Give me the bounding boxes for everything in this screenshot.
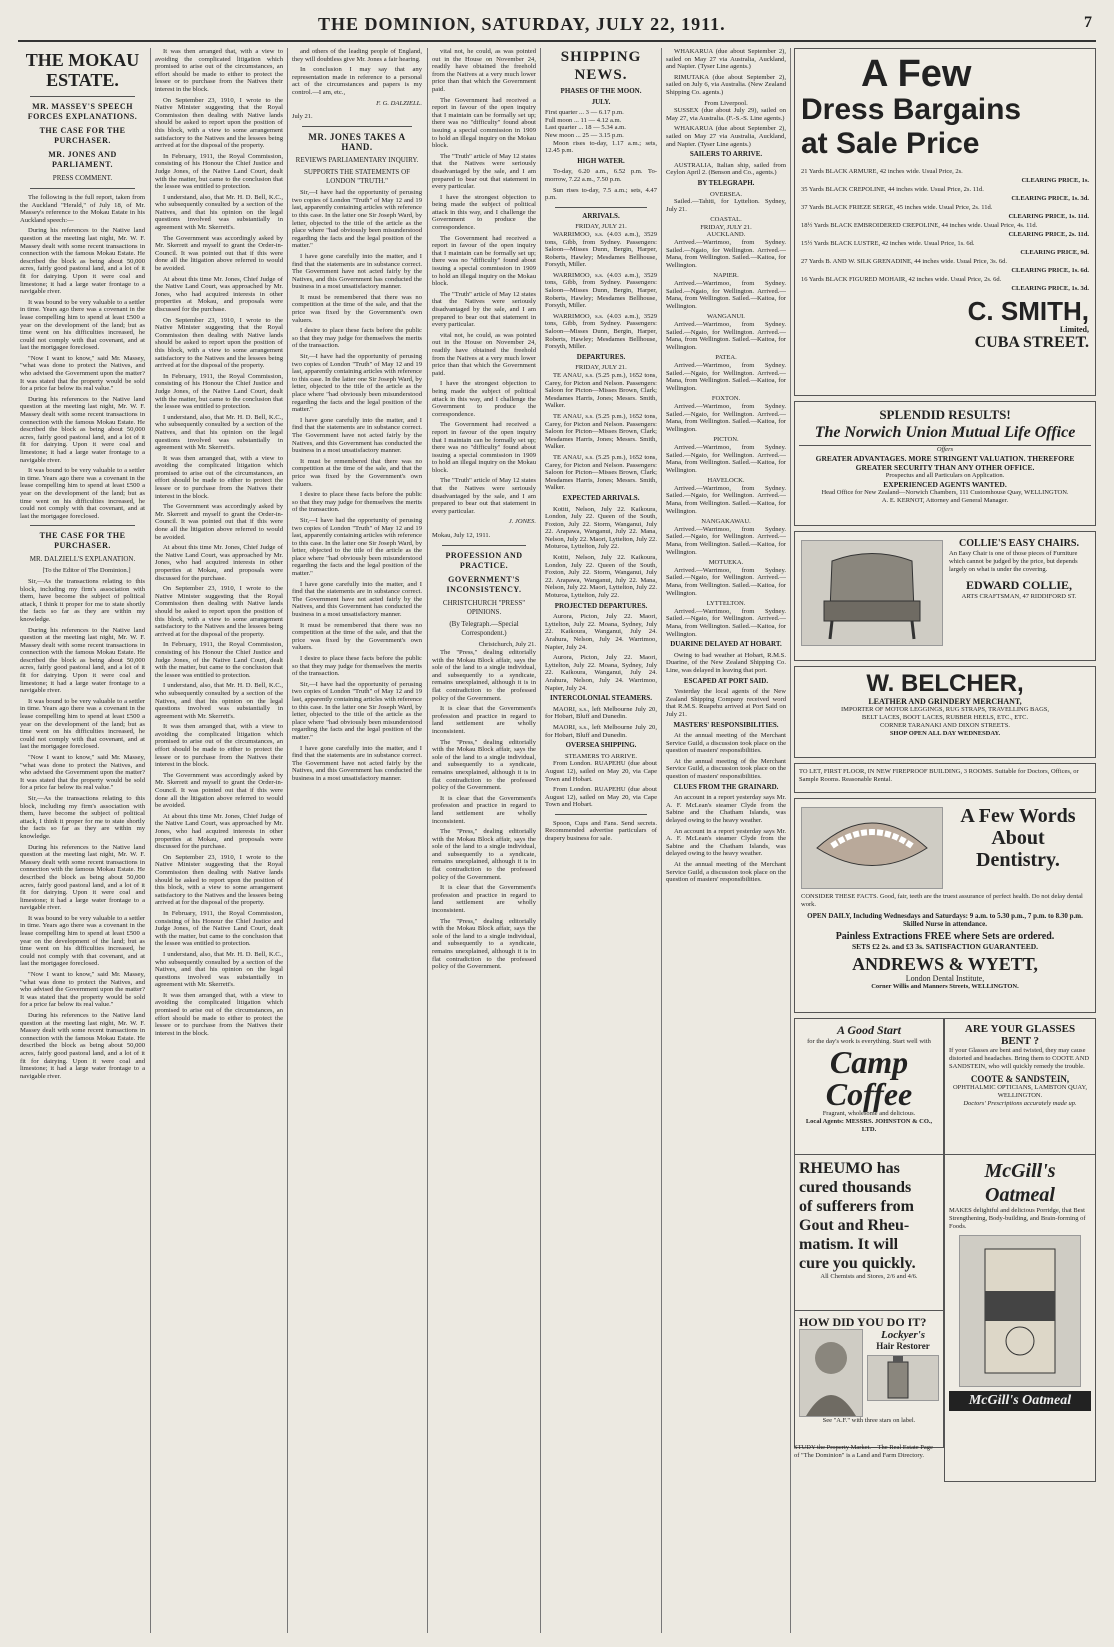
paragraph: The "Press," dealing editorially with the Mokau Block affair, says the sole of the land to a single individual, and subsequently to a syndicate, remains unexplained, although it is in flat contradiction to the professed policy of the Government. (432, 917, 536, 971)
ad-coffee-heading: A Good Start (836, 1023, 902, 1037)
ad-norwich-title: The Norwich Union Mutual Life Office (799, 424, 1091, 446)
paragraph: I understand, also, that Mr. H. D. Bell, K.C., who subsequently consulted by a section of the Natives, and that his opinion on the legal questions involved was substantially in agreement with Mr. Skerrett's. (155, 682, 283, 720)
ad-belcher (794, 666, 1096, 758)
ad-coffee-text: for the day's work is everything. Start well with (807, 1038, 931, 1045)
paragraph: At the annual meeting of the Merchant Service Guild, a discussion took place on the question of masters' responsibilities. (666, 861, 786, 884)
tide-times: To-day, 6.20 a.m., 6.52 p.m. To-morrow, 7.22 a.m., 7.50 p.m. (545, 168, 657, 183)
ad-mcgills-oatmeal (944, 1154, 1096, 1482)
ad-belcher-line: CORNER TARANAKI AND DIXON STREETS. (880, 722, 1010, 729)
paragraph: Arrived.—Warrimoo, from Sydney. Sailed.—Ngaio, for Wellington. Arrived.—Mana, from Wellington. Sailed.—Kaitoa, for Wellington. (666, 402, 786, 433)
divider (30, 188, 135, 189)
ad-coffee-agents: Local Agents: MESSRS. JOHNSTON & CO., LTD. (805, 1118, 933, 1133)
divider (555, 207, 647, 208)
paragraph: I understand, also, that Mr. H. D. Bell, K.C., who subsequently consulted by a section of the Natives, and that his opinion on the legal questions involved was substantially in agreement with Mr. Skerrett's. (155, 950, 283, 989)
divider (555, 814, 647, 815)
subhead: PRESS COMMENT. (52, 174, 113, 182)
bargain-row (801, 275, 1089, 293)
paragraph: Sir,—As the transactions relating to this block, including my firm's association with them, have become the subject of political attack, I think it proper for me to state shortly the facts so far as they are within my knowledge. (20, 577, 145, 623)
section-head: MASTERS' RESPONSIBILITIES. (673, 720, 779, 729)
ad-glasses (944, 1018, 1096, 1158)
ad-offers: Offers (936, 446, 954, 453)
ad-brand-limited: Limited, (1059, 325, 1089, 334)
oatmeal-packet-illustration (959, 1235, 1081, 1387)
paragraph: The Government had received a report in favour of the open inquiry that I maintain can be formally set up; there was no "difficulty" found about issuing a special commission in 1909 to hold an illegal inquiry on the Mokau block. (432, 421, 536, 474)
paragraph: Arrived.—Warrimoo, from Sydney. Sailed.—Ngaio, for Wellington. Arrived.—Mana, from Wellington. Sailed.—Kaitoa, for Wellington. (666, 607, 786, 638)
port-name: PATEA. (715, 354, 737, 362)
bargain-desc: 27 Yards B. AND W. SILK GRENADINE, 44 inches wide. Usual Price, 3s. 6d. (801, 258, 1008, 265)
denture-icon (802, 808, 942, 888)
paragraph: It was bound to be very valuable to a settler in time. Years ago there was a covenant in the lease compelling him to spend at least £500 a year on the development of the land; but as time went on his difficulties increased, he could not comply with that covenant, and at last the mortgagee foreclosed. (20, 914, 145, 968)
ad-dress-headline-1: A Few (861, 53, 972, 95)
paragraph: Sir,—I have had the opportunity of perusing two copies of London "Truth" of May 12 and 19 last, apparently containing articles with reference to this case. In the latter one Sir Joseph Ward, by letter, objected to the title of the article as the place where "had obviously been misunderstood regarding the facts and the legal position of the matter." (292, 353, 422, 414)
divider (302, 126, 412, 127)
ad-oatmeal-title: McGill's Oatmeal (984, 1160, 1056, 1206)
paragraph: vital not, he could, as was pointed out in the House on November 24, readily have obtained the freehold from the Natives at a very much lower price than that which the Government paid. (432, 331, 536, 377)
chair-illustration (801, 540, 943, 646)
ad-dentistry-brand: ANDREWS & WYETT, (852, 954, 1038, 974)
subhead: MR. MASSEY'S SPEECH FORCES EXPLANATIONS. (27, 102, 138, 121)
paragraph: Sir,—I have had the opportunity of perusing two copies of London "Truth" of May 12 and 19 last, apparently containing articles with reference to this case. In the latter one Sir Joseph Ward, by letter, objected to the title of the article as the place where "had obviously been misunderstood regarding the facts and the legal position of the matter." (292, 189, 422, 250)
ad-belcher-line: LEATHER AND GRINDERY MERCHANT, (868, 697, 1022, 706)
paragraph: Arrived.—Warrimoo, from Sydney. Sailed.—Ngaio, for Wellington. Arrived.—Mana, from Wellington. Sailed.—Kaitoa, for Wellington. (666, 525, 786, 556)
ad-collie-text: An Easy Chair is one of those pieces of Furniture which cannot be judged by the price, but depends largely on what is under the covering. (949, 550, 1078, 573)
ad-rheumo-stockists: All Chemists and Stores, 2/6 and 4/6. (820, 1273, 918, 1280)
ad-coffee-brand-1: Camp (829, 1044, 909, 1080)
ads-bottom-area (794, 1018, 1096, 1483)
ad-oatmeal-text: MAKES delightful and delicious Porridge, that Best Strengthening, Body-building, and Brain-forming of Foods. (949, 1207, 1086, 1230)
bargain-row (801, 203, 1089, 221)
small-ad: Spoon, Cups and Fans. Send secrets. Recommended advertise particulars of drapery business for sale. (545, 819, 657, 843)
ad-collie-brand: EDWARD COLLIE, (965, 578, 1073, 592)
subhead: THE CASE FOR THE PURCHASER. (39, 531, 126, 551)
ad-belcher-line: SHOP OPEN ALL DAY WEDNESDAY. (889, 730, 1001, 737)
paragraph: Kotiti, Nelson, July 22. Kaikoura, London, July 22. Queen of the South, Foxton, July 22. Storm, Wanganui, July 22. Arapawa, Wanganui, July 22. Mana, Nelson, July 22. Maori, Lyttelton, July 22. Moturoa, Lyttelton, July 22. (545, 505, 657, 551)
ad-rheumo-line: Gout and Rheu- (799, 1217, 910, 1234)
page-number: 7 (1084, 14, 1092, 31)
moon-row: New moon ... 25 — 3.15 p.m. (545, 131, 624, 139)
paragraph: I understand, also, that Mr. H. D. Bell, K.C., who subsequently consulted by a section of the Natives, and that his opinion on the legal questions involved was substantially in agreement with Mr. Skerrett's. (155, 193, 283, 232)
denture-illustration (801, 807, 943, 889)
port-name: HAVELOCK. (707, 477, 745, 485)
column-6 (666, 48, 786, 1635)
paragraph: During his references to the Native land question at the meeting last night, Mr. W. F. Massey dealt with some recent transactions in connection with the famous Mokau Estate. He described the block as being about 50,000 acres, fairly good pastoral land, and a lot of it fit for dairying. Upon it were coal and limestone; it had a large water frontage to a navigable river. (20, 227, 145, 296)
paragraph: At the annual meeting of the Merchant Service Guild, a discussion took place on the question of masters' responsibilities. (666, 732, 786, 755)
paragraph: It was then arranged that, with a view to avoiding the complicated litigation which promised to arise out of the circumstances, an effort should be made to either to protect the lessee or to purchase from the Natives their interest in the block. (155, 454, 283, 500)
bargain-row (801, 239, 1089, 257)
ad-rheumo-line: matism. It will (799, 1236, 899, 1253)
paragraph: Arrived.—Warrimoo, from Sydney. Sailed.—Ngaio, for Wellington. Arrived.—Mana, from Wellington. Sailed.—Kaitoa, for Wellington. (666, 443, 786, 474)
port-name: MOTUEKA. (708, 559, 744, 567)
bargain-row (801, 257, 1089, 275)
paragraph: The Government was accordingly asked by Mr. Skerrett and myself to grant the Order-in-Council. It was pointed out that if this were done all the litigation above referred to would be avoided. (155, 771, 283, 810)
ad-oatmeal-brand: McGill's Oatmeal (949, 1391, 1091, 1411)
paragraph: Arrived.—Warrimoo, from Sydney. Sailed.—Ngaio, for Wellington. Arrived.—Mana, from Wellington. Sailed.—Kaitoa, for Wellington. (666, 321, 786, 351)
paragraph: From London. RUAPEHU (due about August 12), sailed on May 20, via Cape Town and Hobart. (545, 760, 657, 783)
masthead (18, 14, 1096, 42)
paragraph: I desire to place these facts before the public so that they may judge for themselves the merits of the transaction. (292, 491, 422, 514)
ad-rheumo-line: cure you quickly. (799, 1255, 916, 1272)
ad-dentistry-title-2: About Dentistry. (976, 827, 1060, 871)
ad-belcher-line: IMPORTER OF MOTOR LEGGINGS, RUG STRAPS, TRAVELLING BAGS, (841, 706, 1049, 713)
paragraph: From London. RUAPEHU (due about August 12), sailed on May 20, via Cape Town and Hobart. (545, 786, 657, 809)
section-head: JULY. (591, 97, 611, 106)
paragraph: Arrived.—Warrimoo, from Sydney. Sailed.—Ngaio, for Wellington. Arrived.—Mana, from Wellington. Sailed.—Kaitoa, for Wellington. (666, 484, 786, 515)
paragraph: Owing to bad weather at Hobart, R.M.S. Duarine, of the New Zealand Shipping Co. Line, was delayed in leaving that port. (666, 651, 786, 674)
column-2 (155, 48, 283, 1635)
subhead: PROFESSION AND PRACTICE. (445, 551, 523, 571)
column-4 (432, 48, 536, 1635)
section-head: OVERSEA SHIPPING. (565, 741, 637, 750)
ad-dentistry-painless: Painless Extractions FREE where Sets are ordered. (835, 931, 1055, 942)
ad-collie-address: ARTS CRAFTSMAN, 47 RIDDIFORD ST. (961, 593, 1077, 600)
moon-row: First quarter ... 3 — 6.17 p.m. (545, 109, 624, 117)
bargain-row (801, 167, 1089, 185)
paragraph: I desire to place these facts before the public so that they may judge for themselves the merits of the transaction. (292, 327, 422, 350)
ad-to-let: TO LET, FIRST FLOOR, IN NEW FIREPROOF BUILDING, 3 ROOMS. Suitable for Doctors, Offices, or Sample Rooms. Reasonable Rental. (794, 763, 1096, 793)
section-head: HIGH WATER. (577, 156, 625, 165)
paragraph: WARRIMOO, s.s. (4.03 a.m.), 3529 tons, Gibb, from Sydney. Passengers: Saloon—Misses Dunn, Bergin, Harper, Roberts, Hawley; Mesdames Bellhouse, Forsyth, Miller. (545, 230, 657, 269)
ad-rheumo-line: of sufferers from (799, 1198, 914, 1215)
paragraph: WARRIMOO, s.s. (4.03 a.m.), 3529 tons, Gibb, from Sydney. Passengers: Saloon—Misses Dunn, Bergin, Harper, Roberts, Hawley; Mesdames Bellhouse, Forsyth, Miller. (545, 271, 657, 310)
subhead: CHRISTCHURCH "PRESS" OPINIONS. (442, 599, 526, 617)
shipping-news-title: SHIPPING NEWS. (560, 49, 642, 83)
paragraph: In February, 1911, the Royal Commission, consisting of his Honour the Chief Justice and Judge Jones, of the Native Land Court, dealt with the matter, but came to the conclusion that the lessee was entitled to protection. (155, 909, 283, 948)
paragraph: WHAKARUA (due about September 2), sailed on May 27 via Australia, Auckland, and Napier. (Tyser Line agents.) (666, 48, 786, 71)
paragraph: Sir,—I have had the opportunity of perusing two copies of London "Truth" of May 12 and 19 last, apparently containing articles with reference to this case. In the latter one Sir Joseph Ward, by letter, objected to the title of the article as the place where "had obviously been misunderstood regarding the facts and the legal position of the matter." (292, 680, 422, 741)
paragraph: "Now I want to know," said Mr. Massey, "what was done to protect the Natives, and who advised the Government upon the matter? It was stated that the property would be sold for a price far below its real value." (20, 354, 145, 393)
ad-street: CUBA STREET. (974, 334, 1089, 351)
paragraph: Yesterday the local agents of the New Zealand Shipping Company received word that R.M.S. Ruapehu arrived at Port Said on July 21. (666, 688, 786, 718)
ad-lockyers-footer: See "A.F." with three stars on label. (822, 1417, 916, 1424)
portrait-illustration (799, 1329, 863, 1417)
port-name: PICTON. (713, 436, 739, 444)
ad-dentistry-title-1: A Few Words (960, 805, 1076, 827)
paragraph: I have the strongest objection to being made the subject of political attack in this way, and I challenge the Government to produce the correspondence. (432, 380, 536, 418)
section-subhead: From Liverpool. (704, 99, 748, 107)
paragraph: It was bound to be very valuable to a settler in time. Years ago there was a covenant in the lease compelling him to spend at least £500 a year on the development of the land; but as time went on his difficulties increased, he could not comply with that covenant, and at last the mortgagee foreclosed. (20, 697, 145, 751)
bargain-price: CLEARING PRICE, 1s. 3d. (1011, 285, 1089, 292)
paragraph: and others of the leading people of England, they will doubtless give Mr. Jones a fair hearing. (292, 48, 422, 63)
divider (442, 545, 526, 546)
column-3 (292, 48, 422, 1635)
section-head: BY TELEGRAPH. (697, 178, 755, 187)
ad-glasses-brand: COOTE & SANDSTEIN, (970, 1074, 1070, 1084)
paragraph: At the annual meeting of the Merchant Service Guild, a discussion took place on the question of masters' responsibilities. (666, 757, 786, 781)
port-name: AUCKLAND. (706, 231, 746, 239)
bargain-desc: 15½ Yards BLACK LUSTRE, 42 inches wide. Usual Price, 1s. 6d. (801, 240, 975, 247)
letter-date: Mokau, July 12, 1911. (432, 532, 491, 540)
ad-glasses-text: If your Glasses are bent and twisted, they may cause distorted and headaches. Bring them to COOTE AND SANDSTEIN, who will quickly remedy the trouble. (949, 1047, 1090, 1070)
subhead: GOVERNMENT'S INCONSISTENCY. (446, 575, 522, 595)
ad-belcher-brand: W. BELCHER, (866, 670, 1024, 697)
paragraph: It was then arranged that, with a view to avoiding the complicated litigation which promised to arise out of the circumstances, an effort should be made to either to protect the lessee or to purchase from the Natives their interest in the block. (155, 48, 283, 93)
letter-date: July 21. (292, 113, 313, 121)
paragraph: During his references to the Native land question at the meeting last night, Mr. W. F. Massey dealt with some recent transactions in connection with the famous Mokau Estate. He described the block as being about 50,000 acres, fairly good pastoral land, and a lot of it fit for dairying. Upon it were coal and limestone; it had a large water frontage to a navigable river. (20, 843, 145, 912)
ad-glasses-address: OPHTHALMIC OPTICIANS, LAMBTON QUAY, WELLINGTON. (952, 1084, 1088, 1099)
ad-dentistry-brand-sub: London Dental Institute, (905, 974, 985, 983)
paragraph: I have gone carefully into the matter, and I find that the statements are in substance correct. The Government have not acted fairly by the Natives, and this Government has conducted the business in a most unsatisfactory manner. (292, 580, 422, 619)
paragraph: During his references to the Native land question at the meeting last night, Mr. W. F. Massey dealt with some recent transactions in connection with the famous Mokau Estate. He described the block as being about 50,000 acres, fairly good pastoral land, and a lot of it fit for dairying. Upon it were coal and limestone; it had a large water frontage to a navigable river. (20, 395, 145, 464)
port-name: WANGANUI. (707, 313, 745, 321)
bargain-row (801, 221, 1089, 239)
paragraph: I have gone carefully into the matter, and I find that the statements are in substance correct. The Government have not acted fairly by the Natives, and this Government has conducted the business in a most unsatisfactory manner. (292, 416, 422, 455)
headline-mokau: THE MOKAU ESTATE. (25, 50, 140, 90)
port-name: NAPIER. (713, 272, 739, 280)
bargain-price: CLEARING PRICE, 1s. 3d. (1011, 195, 1089, 202)
paragraph: AUSTRALIA, Italian ship, sailed from Ceylon April 2. (Benson and Co., agents.) (666, 161, 786, 177)
paragraph: It was bound to be very valuable to a settler in time. Years ago there was a covenant in the lease compelling him to spend at least £500 a year on the development of the land; but as time went on his difficulties increased, he could not comply with that covenant, and at last the mortgagee foreclosed. (20, 298, 145, 352)
ad-glasses-note: Doctors' Prescriptions accurately made up. (963, 1100, 1077, 1107)
paragraph: It must be remembered that there was no competition at the time of the sale, and that the price was fixed by the Government's own valuers. (292, 621, 422, 652)
dateline: Christchurch, July 21. (478, 641, 536, 649)
paragraph: An account in a report yesterday says Mr. A. F. McLean's steamer Clyde from the Sabine and the Chatham Islands, was delayed owing to the heavy weather. (666, 827, 786, 858)
paragraph: Sir,—I have had the opportunity of perusing two copies of London "Truth" of May 12 and 19 last, apparently containing articles with reference to this case. In the latter one Sir Joseph Ward, by letter, objected to the title of the article as the place where "had obviously been misunderstood regarding the facts and the legal position of the matter." (292, 516, 422, 578)
column-rule (287, 48, 288, 1633)
subhead: (By Telegraph.—Special Correspondent.) (449, 620, 519, 638)
ad-agents-wanted: EXPERIENCED AGENTS WANTED. (883, 480, 1007, 489)
paragraph: The "Press," dealing editorially with the Mokau Block affair, says the sole of the land to a single individual, and subsequently to a syndicate, remains unexplained, although it is in flat contradiction to the professed policy of the Government. (432, 828, 536, 881)
paragraph: The Government was accordingly asked by Mr. Skerrett and myself to grant the Order-in-Council. It was pointed out that if this were done all the litigation above referred to would be avoided. (155, 234, 283, 273)
oatmeal-packet-icon (975, 1241, 1065, 1381)
paragraph: The "Truth" article of May 12 states that the Natives were seriously disadvantaged by the sale, and I am prepared to bear out that statement in every particular. (432, 477, 536, 515)
paragraph: Sailed.—Tahiti, for Lyttelton. Sydney, July 21. (666, 198, 786, 213)
subhead: MR. DALZIELL'S EXPLANATION. (29, 555, 136, 564)
paragraph: It was then arranged that, with a view to avoiding the complicated litigation which promised to arise out of the circumstances, an effort should be made to either to protect the lessee or to purchase from the Natives their interest in the block. (155, 991, 283, 1037)
bargain-desc: 37 Yards BLACK FRIEZE SERGE, 45 inches wide. Usual Price, 2s. 11d. (801, 204, 993, 211)
paragraph: "Now I want to know," said Mr. Massey, "what was done to protect the Natives, and who advised the Government upon the matter? It was stated that the property would be sold for a price far below its real value." (20, 971, 145, 1009)
moon-row: Full moon ... 11 — 4.12 a.m. (545, 116, 622, 124)
paragraph: It must be remembered that there was no competition at the time of the sale, and that the price was fixed by the Government's own valuers. (292, 293, 422, 324)
port-name: NANGAKAWAU. (701, 518, 751, 526)
section-head: SAILERS TO ARRIVE. (689, 150, 763, 159)
paragraph: I desire to place these facts before the public so that they may judge for themselves the merits of the transaction. (292, 655, 422, 678)
divider (30, 525, 135, 526)
paragraph: It was then arranged that, with a view to avoiding the complicated litigation which promised to arise out of the circumstances, an effort should be made to either to protect the lessee or to purchase from the Natives their interest in the block. (155, 723, 283, 769)
sun-times: Sun rises to-day, 7.5 a.m.; sets, 4.47 p.m. (545, 186, 657, 202)
column-rule (150, 48, 151, 1633)
ad-dentistry-hours: OPEN DAILY, Including Wednesdays and Saturdays: 9 a.m. to 5.30 p.m., 7 p.m. to 8.30 p.m. Skilled Nurse in attendance. (807, 912, 1083, 928)
paragraph: The Government had received a report in favour of the open inquiry that I maintain can be formally set up; there was no "difficulty" found about issuing a special commission in 1909 to hold an illegal inquiry on the Mokau block. (432, 234, 536, 288)
column-5 (545, 48, 657, 1635)
paragraph: Sir,—As the transactions relating to this block, including my firm's association with them, have become the subject of political attack, I think it proper for me to state shortly the facts so far as they are within my knowledge. (20, 794, 145, 840)
masthead-title: THE DOMINION, SATURDAY, JULY 22, 1911. (318, 14, 726, 34)
paragraph: RIMUTAKA (due about September 2), sailed on July 6, via Australia. (New Zealand Shipping Co. agents.) (666, 73, 786, 96)
paragraph: The "Truth" article of May 12 states that the Natives were seriously disadvantaged by the sale, and I am prepared to bear out that statement in every particular. (432, 290, 536, 329)
section-date: FRIDAY, JULY 21. (575, 223, 627, 231)
paragraph: TE ANAU, s.s. (5.25 p.m.), 1652 tons, Carey, for Picton and Nelson. Passengers: Saloon for Picton—Misses Brown, Clark; Mesdames Harris, Jones; Messrs. Smith, Walker. (545, 412, 657, 451)
paragraph: At about this time Mr. Jones, Chief Judge of the Native Land Court, was approached by Mr. Jones, who had acquired interests in other properties at Mokau, and proposals were discussed for the purchase. (155, 544, 283, 582)
paragraph: An account in a report yesterday says Mr. A. F. McLean's steamer Clyde from the Sabine and the Chatham Islands, was delayed owing to the heavy weather. (666, 794, 786, 825)
ad-dress-bargains (794, 48, 1096, 396)
column-1 (20, 48, 145, 1635)
ad-dress-headline-3: at Sale Price (801, 127, 980, 160)
paragraph: MAORI, s.s., left Melbourne July 20, for Hobart, Bluff and Dunedin. (545, 705, 657, 721)
ad-rheumo (794, 1154, 944, 1314)
section-head: DUARINE DELAYED AT HOBART. (670, 640, 782, 649)
ad-collie-title: COLLIE'S EASY CHAIRS. (959, 538, 1079, 549)
subhead: SUPPORTS THE STATEMENTS OF LONDON "TRUTH." (303, 168, 411, 186)
paragraph: At about this time Mr. Jones, Chief Judge of the Native Land Court, was approached by Mr. Jones, who had acquired interests in other properties at Mokau, and proposals were discussed for the purchase. (155, 812, 283, 851)
paragraph: Arrived.—Warrimoo, from Sydney. Sailed.—Ngaio, for Wellington. Arrived.—Mana, from Wellington. Sailed.—Kaitoa, for Wellington. (666, 280, 786, 310)
section-head: PHASES OF THE MOON. (560, 87, 642, 95)
paragraph: The "Press," dealing editorially with the Mokau Block affair, says the sole of the land to a single individual, and subsequently to a syndicate, remains unexplained, although it is in flat contradiction to the professed policy of the Government. (432, 738, 536, 792)
paragraph: During his references to the Native land question at the meeting last night, Mr. W. F. Massey dealt with some recent transactions in connection with the famous Mokau Estate. He described the block as being about 50,000 acres, fairly good pastoral land, and a lot of it fit for dairying. Upon it were coal and limestone; it had a large water frontage to a navigable river. (20, 1012, 145, 1080)
paragraph: TE ANAU, s.s. (5.25 p.m.), 1652 tons, Carey, for Picton and Nelson. Passengers: Saloon for Picton—Misses Brown, Clark; Mesdames Harris, Jones; Messrs. Smith, Walker. (545, 453, 657, 492)
column-rule (661, 48, 662, 1633)
paragraph: Arrived.—Warrimoo, from Sydney. Sailed.—Ngaio, for Wellington. Arrived.—Mana, from Wellington. Sailed.—Kaitoa, for Wellington. (666, 361, 786, 392)
column-rule (790, 48, 791, 1633)
ad-prospectus: Prospectus and all Particulars on Application. (885, 472, 1005, 479)
ad-advantages: GREATER ADVANTAGES. MORE STRINGENT VALUATION. THEREFORE GREATER SECURITY THAN ANY OTHER OFFICE. (815, 454, 1075, 472)
paragraph: Kotiti, Nelson, July 22. Kaikoura, London, July 22. Queen of the South, Foxton, July 22. Storm, Wanganui, July 22. Arapawa, Wanganui, July 22. Mana, Nelson, July 22. Maori, Lyttelton, July 22. Moturoa, Lyttelton, July 22. (545, 554, 657, 600)
bargain-desc: 21 Yards BLACK ARMURE, 42 inches wide. Usual Price, 2s. (801, 168, 963, 175)
editor-note: [To the Editor of The Dominion.] (42, 567, 131, 575)
ad-lockyers-title: HOW DID YOU DO IT? (799, 1315, 927, 1329)
paragraph: vital not, he could, as was pointed out in the House on November 24, readily have obtained the freehold from the Natives at a very much lower price than that which the Government paid. (432, 48, 536, 93)
paragraph: In February, 1911, the Royal Commission, consisting of his Honour the Chief Justice and Judge Jones, of the Native Land Court, dealt with the matter, but came to the conclusion that the lessee was entitled to protection. (155, 372, 283, 411)
bargain-desc: 18½ Yards BLACK EMBROIDERED CREPOLINE, 44 inches wide. Usual Price, 4s. 11d. (801, 222, 1038, 229)
ad-manager: A. E. KERNOT, Attorney and General Manager. (881, 497, 1009, 504)
paragraph: The Government was accordingly asked by Mr. Skerrett and myself to grant the Order-in-Council. It was pointed out that if this were done all the litigation above referred to would be avoided. (155, 503, 283, 541)
moon-row: Last quarter ... 18 — 5.34 a.m. (545, 124, 626, 132)
paragraph: The Government had received a report in favour of the open inquiry that I maintain can be formally set up; there was no "difficulty" found about issuing a special commission in 1909 to hold an illegal inquiry on the Mokau block. (432, 96, 536, 150)
port-name: FOXTON. (711, 395, 741, 403)
chair-icon (802, 541, 942, 645)
ad-lockyers-product: Hair Restorer (876, 1341, 930, 1351)
paragraph: On September 23, 1910, I wrote to the Native Minister suggesting that the Royal Commission then dealing with Native lands should be asked to report upon the position of this block, with a view to some arrangement satisfactory to the Natives and the lessees being arrived at for the disposal of the property. (155, 316, 283, 370)
column-rule (427, 48, 428, 1633)
section-head: CLUES FROM THE GRAINARD. (673, 782, 779, 791)
section-head: ARRIVALS. (582, 211, 620, 220)
port-name: LYTTELTON. (706, 600, 746, 608)
ad-study-property: STUDY the Property Market.—The Real Estate Page of "The Dominion" is a Land and Farm Directory. (794, 1444, 933, 1459)
ad-dentistry-address: Corner Willis and Manners Streets, WELLINGTON. (871, 983, 1019, 990)
paragraph: The "Truth" article of May 12 states that the Natives were seriously disadvantaged by the sale, and I am prepared to bear out that statement in every particular. (432, 152, 536, 191)
divider (30, 96, 135, 97)
paragraph: "Now I want to know," said Mr. Massey, "what was done to protect the Natives, and who advised the Government upon the matter? It was stated that the property would be sold for a price far below its real value." (20, 754, 145, 792)
ad-coffee-brand-2: Coffee (825, 1076, 913, 1112)
ad-collie-chairs (794, 531, 1096, 661)
ad-camp-coffee (794, 1018, 944, 1158)
headline-jones: MR. JONES TAKES A HAND. (308, 132, 406, 153)
section-head: ESCAPED AT PORT SAID. (683, 676, 769, 685)
ad-rheumo-line: RHEUMO has (799, 1160, 900, 1177)
ad-lockyers (794, 1310, 944, 1448)
paragraph: It is clear that the Government's profession and practice in regard to land settlement are wholly inconsistent. (432, 794, 536, 825)
subhead: MR. JONES AND PARLIAMENT. (48, 150, 117, 169)
bargain-price: CLEARING PRICE, 1s. 11d. (1008, 213, 1089, 220)
paragraph: It is clear that the Government's profession and practice in regard to land settlement are wholly inconsistent. (432, 884, 536, 915)
paragraph: The "Press," dealing editorially with the Mokau Block affair, says the sole of the land to a single individual, and subsequently to a syndicate, remains unexplained, although it is in flat contradiction to the professed policy of the Government. (432, 649, 536, 702)
ad-dentistry (794, 798, 1096, 1013)
ad-dentistry-sets: SETS £2 2s. and £3 3s. SATISFACTION GUARANTEED. (851, 942, 1039, 951)
bargain-price: CLEARING PRICE, 2s. 11d. (1008, 231, 1089, 238)
section-date: FRIDAY, JULY 21. (700, 223, 752, 231)
paragraph: It is clear that the Government's profession and practice in regard to land settlement are wholly inconsistent. (432, 705, 536, 735)
bargain-desc: 16 Yards BLACK FIGURED MOHAIR, 42 inches wide. Usual Price, 2s. 6d. (801, 276, 1002, 283)
paragraph: Arrived.—Warrimoo, from Sydney. Sailed.—Ngaio, for Wellington. Arrived.—Mana, from Wellington. Sailed.—Kaitoa, for Wellington. (666, 566, 786, 597)
paragraph: The following is the full report, taken from the Auckland "Herald," of July 18, of Mr. Massey's reference to the Mokau Estate in his Auckland speech:— (20, 194, 145, 224)
signature: F. G. DALZIELL. (376, 99, 422, 107)
paragraph: In February, 1911, the Royal Commission, consisting of his Honour the Chief Justice and Judge Jones, of the Native Land Court, dealt with the matter, but came to the conclusion that the lessee was entitled to protection. (155, 641, 283, 679)
ad-norwich-union (794, 401, 1096, 526)
paragraph: I understand, also, that Mr. H. D. Bell, K.C., who subsequently consulted by a section of the Natives, and that his opinion on the legal questions involved was substantially in agreement with Mr. Skerrett's. (155, 413, 283, 452)
paragraph: On September 23, 1910, I wrote to the Native Minister suggesting that the Royal Commission then dealing with Native lands should be asked to report upon the position of this block, with a view to some arrangement satisfactory to the Natives and the lessees being arrived at for the disposal of the property. (155, 96, 283, 150)
bargain-row (801, 185, 1089, 203)
section-date: FRIDAY, JULY 21. (575, 364, 627, 372)
moon-times: Moon rises to-day, 1.17 a.m.; sets, 12.45 p.m. (545, 139, 657, 155)
paragraph: At about this time Mr. Jones, Chief Judge of the Native Land Court, was approached by Mr. Jones, who had acquired interests in other properties at Mokau, and proposals were discussed for the purchase. (155, 275, 283, 313)
section-head: PROJECTED DEPARTURES. (554, 601, 648, 610)
paragraph: It must be remembered that there was no competition at the time of the sale, and that the price was fixed by the Government's own valuers. (292, 457, 422, 488)
paragraph: On September 23, 1910, I wrote to the Native Minister suggesting that the Royal Commission then dealing with Native lands should be asked to report upon the position of this block, with a view to some arrangement satisfactory to the Natives and the lessees being arrived at for the disposal of the property. (155, 853, 283, 907)
paragraph: Arrived.—Warrimoo, from Sydney. Sailed.—Ngaio, for Wellington. Arrived.—Mana, from Wellington. Sailed.—Kaitoa, for Wellington. (666, 239, 786, 269)
paragraph: WARRIMOO, s.s. (4.03 a.m.), 3529 tons, Gibb, from Sydney. Passengers: Saloon—Misses Dunn, Bergin, Harper, Roberts, Hawley; Mesdames Bellhouse, Forsyth, Miller. (545, 312, 657, 351)
section-subhead: OVERSEA. (709, 190, 743, 198)
bottle-illustration (867, 1355, 939, 1401)
section-head: INTERCOLONIAL STEAMERS. (550, 694, 652, 703)
paragraph: In February, 1911, the Royal Commission, consisting of his Honour the Chief Justice and Judge Jones, of the Native Land Court, dealt with the matter, but came to the conclusion that the lessee was entitled to protection. (155, 152, 283, 191)
bargain-desc: 35 Yards BLACK CREPOLINE, 44 inches wide. Usual Price, 2s. 11d. (801, 186, 984, 193)
paragraph: I have the strongest objection to being made the subject of political attack in this way, and I challenge the Government to produce the correspondence. (432, 193, 536, 232)
ad-head-office: Head Office for New Zealand—Norwich Chambers, 111 Customhouse Quay, WELLINGTON. (821, 489, 1069, 496)
section-subhead: COASTAL. (710, 216, 742, 224)
section-subhead: STEAMERS TO ARRIVE. (564, 752, 638, 760)
paragraph: TE ANAU, s.s. (5.25 p.m.), 1652 tons, Carey, for Picton and Nelson. Passengers: Saloon for Picton—Misses Brown, Clark; Mesdames Harris, Jones; Messrs. Smith, Walker. (545, 372, 657, 410)
subhead: REVIEWS PARLIAMENTARY INQUIRY. (295, 156, 419, 165)
paragraph: In conclusion I may say that any representation made in reference to a personal act of the circumstances and papers is my control.—I am, etc., (292, 66, 422, 96)
paragraph: SUSSEX (due about July 29), sailed on May 27, via Australia. (F.-S.-S. Line agents.) (666, 107, 786, 122)
bottle-icon (868, 1356, 928, 1400)
ad-dress-headline-2: Dress Bargains (801, 93, 1022, 126)
signature: J. JONES. (508, 518, 536, 526)
section-head: DEPARTURES. (576, 352, 626, 361)
paragraph: During his references to the Native land question at the meeting last night, Mr. W. F. Massey dealt with some recent transactions in connection with the famous Mokau Estate. He described the block as being about 50,000 acres, fairly good pastoral land, and a lot of it fit for dairying. Upon it were coal and limestone; it had a large water frontage to a navigable river. (20, 626, 145, 695)
column-rule (540, 48, 541, 1633)
ad-lockyers-brand: Lockyer's (881, 1329, 925, 1341)
ad-dentistry-text: CONSIDER THESE FACTS. Good, fair, teeth are the truest assurance of perfect health. Do not delay dental work. (801, 893, 1083, 908)
bargain-price: CLEARING PRICE, 9d. (1020, 249, 1089, 256)
bargain-price: CLEARING PRICE, 1s. (1021, 177, 1089, 184)
paragraph: WHAKARUA (due about September 2), sailed on May 27 via Australia, Auckland, and Napier. (Tyser Line agents.) (666, 125, 786, 148)
ad-belcher-line: BELT LACES, BOOT LACES, RUBBER HEELS, ETC., ETC. (861, 714, 1029, 721)
paragraph: Aurora, Picton, July 22. Maori, Lyttelton, July 22. Moana, Sydney, July 22. Kaikoura, Wanganui, July 24. Arahura, Nelson, July 24. Warrimoo, Napier, July 24. (545, 654, 657, 692)
ad-splendid: SPLENDID RESULTS! (879, 407, 1011, 422)
ad-coffee-tagline: Fragrant, wholesome and delicious. (822, 1110, 916, 1117)
advertisements-column (794, 48, 1096, 1635)
subhead: THE CASE FOR THE PURCHASER. (39, 126, 126, 145)
ad-glasses-title: ARE YOUR GLASSES BENT ? (964, 1023, 1076, 1047)
paragraph: Aurora, Picton, July 22. Maori, Lyttelton, July 22. Moana, Sydney, July 22. Kaikoura, Wanganui, July 24. Arahura, Nelson, July 24. Warrimoo, Napier, July 24. (545, 613, 657, 651)
paragraph: I have gone carefully into the matter, and I find that the statements are in substance correct. The Government have not acted fairly by the Natives, and this Government has conducted the business in a most unsatisfactory manner. (292, 252, 422, 291)
paragraph: It was bound to be very valuable to a settler in time. Years ago there was a covenant in the lease compelling him to spend at least £500 a year on the development of the land; but as time went on his difficulties increased, he could not comply with that covenant, and at last the mortgagee foreclosed. (20, 467, 145, 520)
paragraph: I have gone carefully into the matter, and I find that the statements are in substance correct. The Government have not acted fairly by the Natives, and this Government has conducted the business in a most unsatisfactory manner. (292, 744, 422, 782)
ad-rheumo-line: cured thousands (799, 1179, 912, 1196)
bargain-price: CLEARING PRICE, 1s. 6d. (1011, 267, 1089, 274)
paragraph: MAORI, s.s., left Melbourne July 20, for Hobart, Bluff and Dunedin. (545, 723, 657, 739)
section-head: EXPECTED ARRIVALS. (562, 493, 640, 502)
paragraph: On September 23, 1910, I wrote to the Native Minister suggesting that the Royal Commission then dealing with Native lands should be asked to report upon the position of this block, with a view to some arrangement satisfactory to the Natives and the lessees being arrived at for the disposal of the property. (155, 585, 283, 638)
ad-brand-c-smith: C. SMITH, (967, 296, 1089, 326)
portrait-icon (800, 1330, 862, 1416)
